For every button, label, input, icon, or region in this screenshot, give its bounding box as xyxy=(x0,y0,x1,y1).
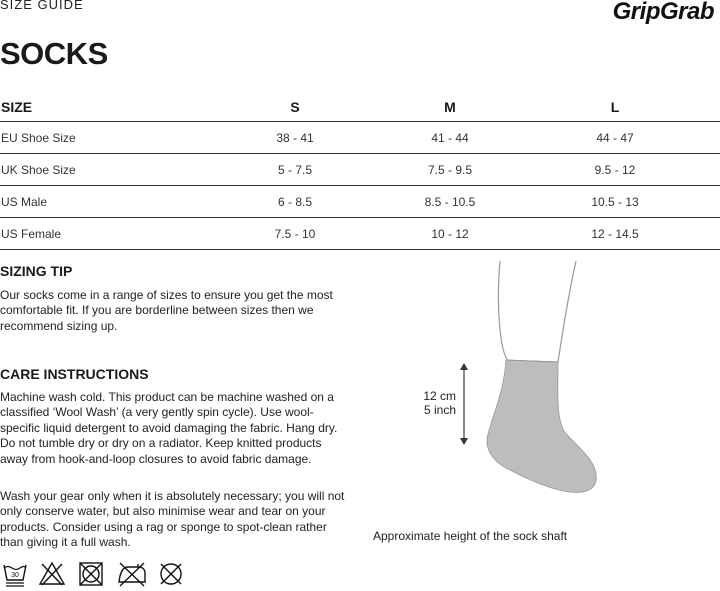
sizing-tip-text: Our socks come in a range of sizes to ensure you get the most comfortable fit. If you are borderline between sizes then we recommend sizing up. xyxy=(0,288,333,333)
illustration-caption: Approximate height of the sock shaft xyxy=(373,529,568,543)
row-label: US Female xyxy=(0,218,200,250)
brand-logo: GripGrab xyxy=(612,0,714,25)
table-cell: 7.5 - 9.5 xyxy=(390,154,510,186)
sizing-tip-heading: SIZING TIP xyxy=(0,263,73,279)
table-cell: 6 - 8.5 xyxy=(200,186,390,218)
table-header-row xyxy=(0,92,720,122)
sock-shape xyxy=(487,360,596,492)
table-row xyxy=(0,122,720,154)
table-cell: 8.5 - 10.5 xyxy=(390,186,510,218)
table-cell: 7.5 - 10 xyxy=(200,218,390,250)
section-label: SIZE GUIDE xyxy=(0,0,84,12)
column-header-s: S xyxy=(200,92,390,122)
measure-arrow-icon xyxy=(457,362,471,446)
table-cell: 12 - 14.5 xyxy=(510,218,720,250)
table-cell: 38 - 41 xyxy=(200,122,390,154)
table-row xyxy=(0,218,720,250)
row-label: EU Shoe Size xyxy=(0,122,200,154)
care-paragraph-1: Machine wash cold. This product can be machine washed on a classified ‘Wool Wash’ (a very gently spin cycle). Use wool-specific liquid detergent to avoid damaging the fabric. Hang dry. Do not tumble dry or dry on a radiator. Keep knitted products away from hook-and-loop closures to avoid fabric damage. xyxy=(0,390,338,466)
table-row xyxy=(0,154,720,186)
measure-inch: 5 inch xyxy=(423,403,456,417)
do-not-dry-clean-icon xyxy=(158,561,184,587)
column-header-m: M xyxy=(390,92,510,122)
do-not-iron-icon xyxy=(116,561,148,587)
wash-30-gentle-icon xyxy=(2,561,28,587)
do-not-tumble-dry-icon xyxy=(78,561,104,587)
row-label: UK Shoe Size xyxy=(0,154,200,186)
care-heading: CARE INSTRUCTIONS xyxy=(0,366,149,382)
column-header-size: SIZE xyxy=(0,92,200,122)
table-cell: 10.5 - 13 xyxy=(510,186,720,218)
row-label: US Male xyxy=(0,186,200,218)
table-row xyxy=(0,186,720,218)
wash-temperature: 30 xyxy=(11,572,19,579)
table-cell: 10 - 12 xyxy=(390,218,510,250)
column-header-l: L xyxy=(510,92,720,122)
care-paragraph-2: Wash your gear only when it is absolutely necessary; you will not only conserve water, but also minimise wear and tear on your products. Consider using a rag or sponge to spot-clean rather than giving it a full wash. xyxy=(0,489,345,550)
sock-illustration xyxy=(470,256,600,502)
table-cell: 9.5 - 12 xyxy=(510,154,720,186)
measure-cm: 12 cm xyxy=(423,389,456,403)
page-title: SOCKS xyxy=(0,36,108,71)
table-cell: 5 - 7.5 xyxy=(200,154,390,186)
size-table xyxy=(0,92,720,250)
measure-label xyxy=(404,389,456,417)
table-cell: 41 - 44 xyxy=(390,122,510,154)
do-not-bleach-icon xyxy=(38,561,66,587)
table-cell: 44 - 47 xyxy=(510,122,720,154)
leg-outline xyxy=(498,261,576,362)
